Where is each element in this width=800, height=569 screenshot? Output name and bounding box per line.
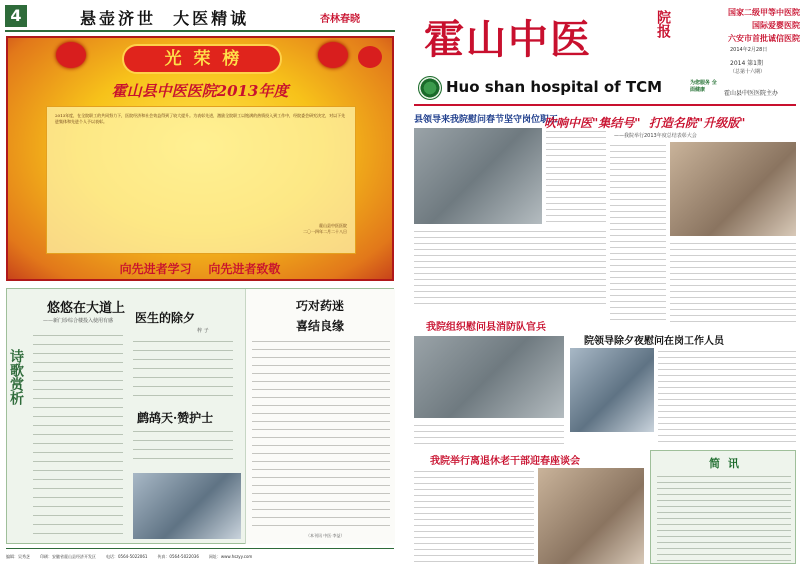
honor-item: 国家二级甲等中医院 (728, 8, 800, 17)
english-name: Huo shan hospital of TCM (446, 78, 663, 96)
page-number: 4 (5, 5, 27, 27)
footer-print: 印刷：安徽省霍山县经济开发区 (40, 553, 96, 559)
honor-inner-panel (46, 106, 356, 254)
article1-body-bottom (414, 228, 606, 308)
essay-panel (245, 289, 395, 544)
article4-title: 院领导除夕夜慰问在岗工作人员 (584, 336, 724, 347)
masthead-rule (414, 104, 796, 106)
issue-date: 2014年2月28日 (730, 47, 768, 53)
issue-total: （总第十六期） (730, 69, 766, 75)
header-rule (5, 30, 395, 32)
article1-photo (414, 128, 542, 224)
poem2-author: 梓 子 (197, 328, 209, 334)
poetry-side-title (10, 349, 26, 405)
honor-item: 国际爱婴医院 (752, 21, 800, 30)
poem1-subtitle: ——新门诊综合楼投入使用有感 (43, 318, 114, 324)
issue-no: 2014 第1期 (730, 60, 763, 67)
article5-body (414, 468, 534, 564)
poem1-body (33, 331, 123, 541)
article3-title: 我院组织慰问县消防队官兵 (426, 322, 546, 333)
article5-title: 我院举行离退休老干部迎春座谈会 (430, 456, 580, 467)
footer-fax: 传真：0564-5022036 (157, 553, 199, 559)
article5-photo (538, 468, 644, 564)
footer-phone: 电话：0564-5022061 (106, 553, 148, 559)
essay-credit: （本刊讯 中医·李益） (306, 533, 345, 538)
honor-board (6, 36, 394, 281)
essay-title-1: 巧对药迷 (296, 299, 345, 313)
article1-body-right (546, 128, 606, 224)
honor-body: 2013年度，在全院职工的共同努力下，医院经济和社会效益得到了较大提升。为表彰先进，激励全院职工以饱满的热情投入到工作中，经院委会研究决定，对以下先进集体和先进个人予以表彰。 (55, 113, 346, 124)
sponsor: 霍山县中医医院主办 (724, 90, 779, 97)
header-slogan: 悬壶济世 大医精诚 (80, 9, 250, 28)
honor-item: 六安市首批诚信医院 (728, 34, 800, 43)
poem2-body (133, 337, 233, 403)
essay-title-2: 喜结良缘 (296, 319, 345, 333)
essay-body (252, 337, 390, 527)
honor-sign-date: 二〇一四年二月二十八日 (303, 229, 347, 234)
honor-badge-text: 光 荣 榜 (164, 49, 240, 69)
footer-editor: 编辑：吴秀芝 (6, 553, 30, 559)
article4-body (658, 348, 796, 444)
article2-title: 吹响中医"集结号" 打造名院"升级版" (544, 116, 746, 130)
article1-title: 县领导来我院慰问春节坚守岗位职工 (414, 115, 559, 125)
lantern-left-icon (56, 42, 86, 68)
news-brief-body (657, 473, 791, 561)
poem3-title: 鹧鸪天·赞护士 (137, 411, 214, 425)
article3-photo (414, 336, 564, 418)
honor-sign-unit: 霍山县中医医院 (319, 223, 347, 228)
nurses-photo (133, 473, 241, 539)
logo-note: 为您服务 全面健康 (690, 80, 717, 93)
news-brief-title: 简 讯 (709, 457, 739, 470)
masthead: 霍山中医 (424, 16, 592, 63)
right-page (404, 0, 800, 569)
header-section: 杏林春晓 (320, 14, 360, 25)
hospital-logo-icon (418, 76, 442, 100)
article2-subtitle: ——我院举行2013年度总结表彰大会 (614, 133, 697, 139)
masthead-side-text: 院报 (655, 10, 671, 38)
article3-body (414, 422, 564, 448)
article2-body-right (670, 240, 796, 322)
honor-footer-slogan: 向先进者学习 向先进者致敬 (119, 262, 281, 276)
poem2-title: 医生的除夕 (135, 311, 196, 325)
article2-body-left (610, 142, 666, 322)
poetry-section (6, 288, 394, 544)
honor-badge (122, 44, 282, 74)
masthead-side (654, 10, 672, 38)
poem3-body (133, 427, 233, 467)
honors-list (696, 6, 800, 45)
poem1-title: 悠悠在大道上 (47, 301, 126, 316)
article4-photo (570, 348, 654, 432)
honor-title: 霍山县中医医院2013年度 (111, 82, 289, 100)
article2-photo (670, 142, 796, 236)
lantern-right-icon (318, 42, 348, 68)
poetry-side-title-text: 诗歌赏析 (8, 349, 24, 405)
news-brief-panel (650, 450, 796, 564)
footer-web: 网址：www.hszyy.com (208, 553, 253, 559)
left-footer (6, 548, 394, 564)
lantern-right2-icon (358, 46, 382, 68)
